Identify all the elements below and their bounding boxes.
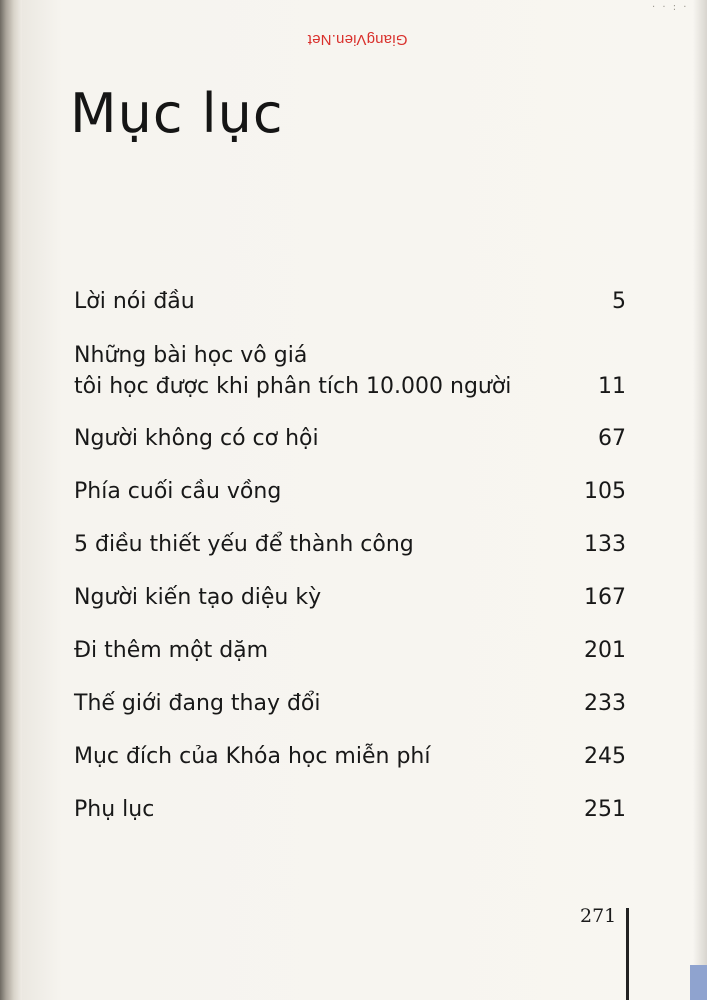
folio-rule-line: [626, 908, 629, 1000]
toc-entry-title: 5 điều thiết yếu để thành công: [74, 532, 414, 557]
toc-entry-page: 67: [598, 426, 626, 451]
toc-entry-page: 11: [598, 374, 626, 399]
toc-entry: [74, 341, 626, 403]
toc-entry-page: 133: [584, 532, 626, 557]
book-spine-shadow: [0, 0, 22, 1000]
toc-entry-title: Người kiến tạo diệu kỳ: [74, 585, 322, 610]
page-edge-shadow: [693, 0, 707, 1000]
toc-entry-title-line2: tôi học được khi phân tích 10.000 người: [74, 374, 512, 399]
page-title: Mục lục: [70, 82, 284, 145]
toc-entry-title: Đi thêm một dặm: [74, 638, 269, 663]
toc-entry-title: Phụ lục: [74, 797, 155, 822]
toc-entry-page: 233: [584, 691, 626, 716]
background-edge: [690, 965, 707, 1000]
corner-ornament: · · : ·: [652, 2, 689, 13]
toc-entry-page: 5: [612, 289, 626, 314]
page-number: 271: [580, 905, 617, 927]
watermark-text: GiangVien.Net: [307, 31, 408, 48]
toc-entry-title: Thế giới đang thay đổi: [74, 691, 321, 716]
toc-entry-title: Người không có cơ hội: [74, 426, 319, 451]
toc-entry-page: 251: [584, 797, 626, 822]
toc-entry-page: 105: [584, 479, 626, 504]
toc-entry-title: Phía cuối cầu vồng: [74, 479, 282, 504]
toc-entry-page: 245: [584, 744, 626, 769]
toc-entry-title-line1: Những bài học vô giá: [74, 343, 308, 368]
toc-entry-page: 167: [584, 585, 626, 610]
toc-entry-page: 201: [584, 638, 626, 663]
toc-entry-title: Mục đích của Khóa học miễn phí: [74, 744, 431, 769]
toc-entry-title: Lời nói đầu: [74, 289, 195, 314]
